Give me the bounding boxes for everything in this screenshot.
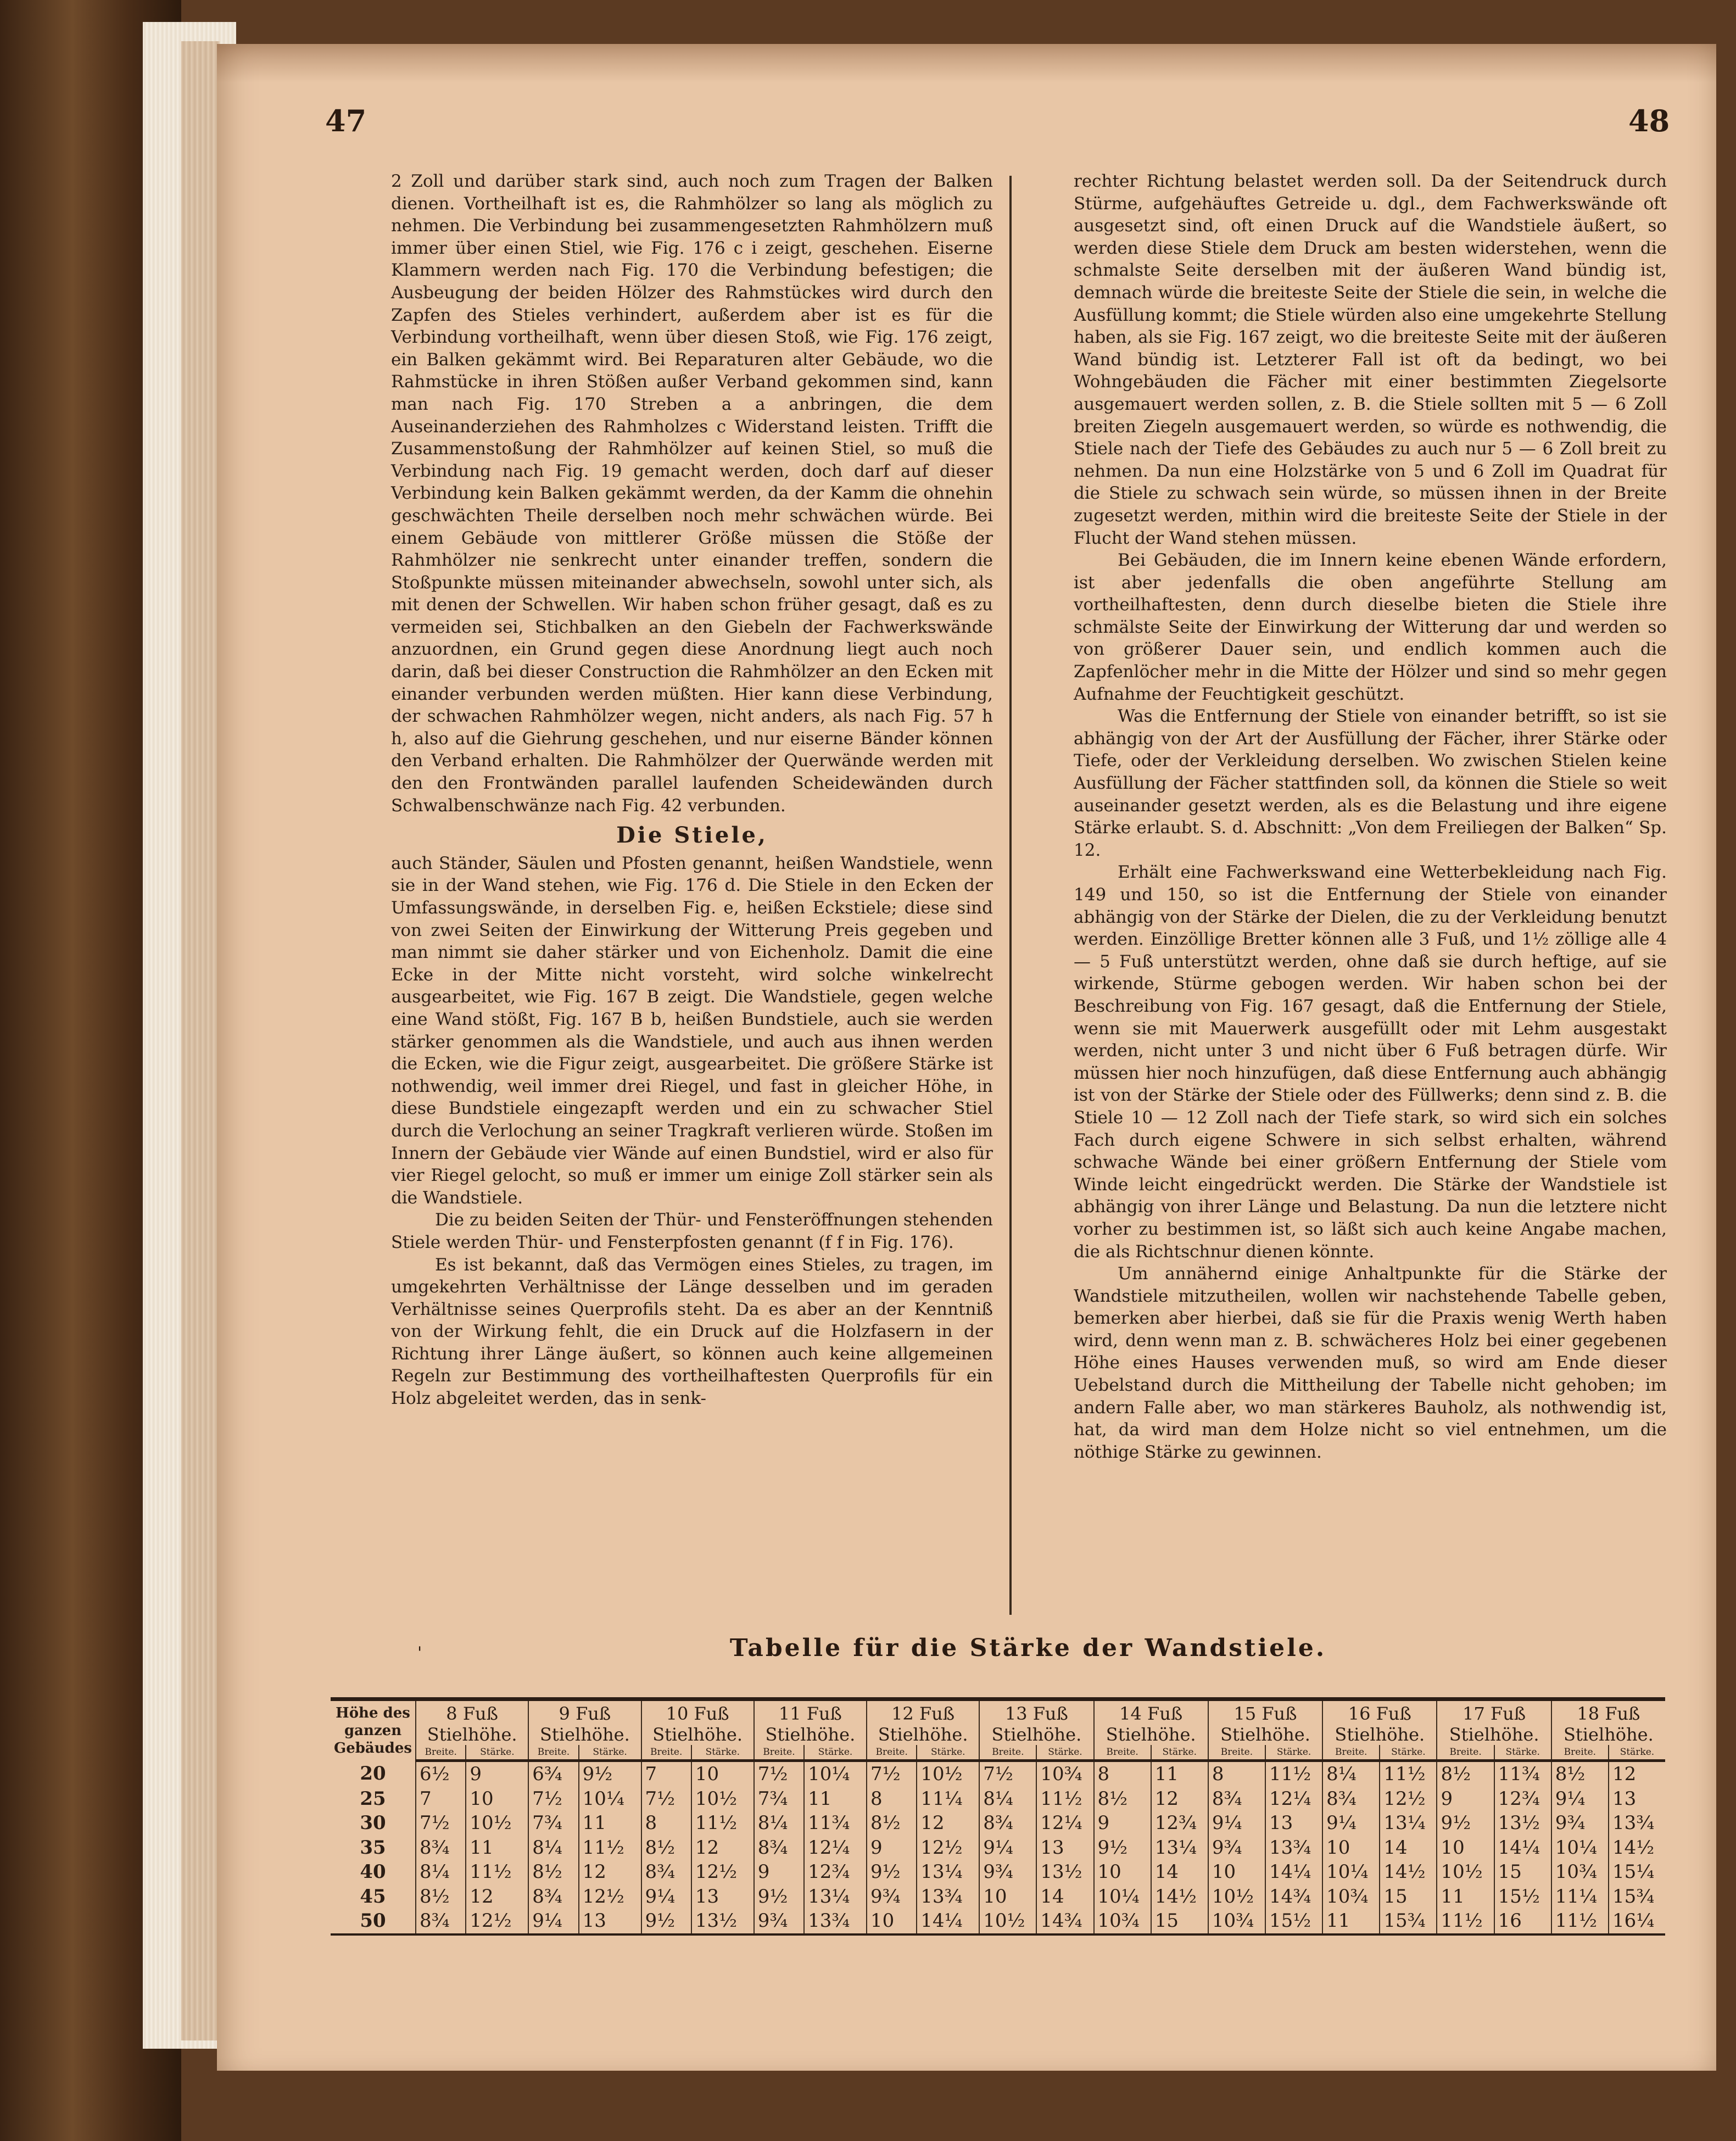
staerke-cell: 11½	[579, 1836, 641, 1860]
staerke-cell: 13¾	[1609, 1811, 1665, 1836]
staerke-cell: 12½	[1380, 1787, 1437, 1811]
staerke-cell: 12	[579, 1860, 641, 1884]
staerke-cell: 13¼	[804, 1884, 867, 1909]
staerke-cell: 13	[691, 1884, 754, 1909]
staerke-cell: 16	[1494, 1909, 1551, 1934]
staerke-cell: 12¼	[1036, 1811, 1093, 1836]
staerke-cell: 11¾	[1494, 1761, 1551, 1787]
breite-cell: 11½	[1551, 1909, 1609, 1934]
column-label: Stielhöhe.	[1220, 1724, 1310, 1745]
column-fuss: 13 Fuß	[1004, 1703, 1068, 1724]
column-label: Stielhöhe.	[540, 1724, 630, 1745]
column-fuss: 16 Fuß	[1348, 1703, 1411, 1724]
staerke-cell: 13¼	[917, 1860, 979, 1884]
row-height-value: 50	[331, 1909, 416, 1934]
staerke-cell: 14½	[1380, 1860, 1437, 1884]
staerke-cell: 15¼	[1609, 1860, 1665, 1884]
breite-cell: 8¼	[1322, 1761, 1380, 1787]
sub-header-breite: Breite.	[1094, 1745, 1151, 1761]
staerke-cell: 15	[1380, 1884, 1437, 1909]
breite-cell: 10	[1437, 1836, 1494, 1860]
sub-header-staerke: Stärke.	[466, 1745, 528, 1761]
breite-cell: 9¼	[1208, 1811, 1265, 1836]
breite-cell: 8¾	[979, 1811, 1036, 1836]
sub-header-breite: Breite.	[754, 1745, 804, 1761]
breite-cell: 9¾	[867, 1884, 917, 1909]
column-header	[1551, 1699, 1665, 1746]
breite-cell: 8½	[528, 1860, 578, 1884]
column-header	[641, 1699, 754, 1746]
breite-cell: 10	[979, 1884, 1036, 1909]
breite-cell: 10	[1094, 1860, 1151, 1884]
staerke-cell: 13	[579, 1909, 641, 1934]
breite-cell: 7½	[979, 1761, 1036, 1787]
breite-cell: 8¾	[416, 1836, 466, 1860]
staerke-cell: 11½	[1380, 1761, 1437, 1787]
staerke-cell: 10½	[466, 1811, 528, 1836]
paragraph: auch Ständer, Säulen und Pfosten genannt, heißen Wandstiele, wenn sie in der Wand stehen, wie Fig. 176 d. Die Stiele in den Ecken der Umfassungswände, in derselben Fig. e, heißen Eckstiele; diese sind von zwei Seiten der Einwirkung der Witterung Preis gegeben und man nimmt sie daher stärker und von Eichenholz. Damit die eine Ecke in der Mitte nicht vorsteht, wird solche winkelrecht ausgearbeitet, wie Fig. 167 B zeigt. Die Wandstiele, gegen welche eine Wand stößt, Fig. 167 B b, heißen Bundstiele, auch sie werden stärker genommen als die Wandstiele, und auch aus ihnen werden die Ecken, wie die Figur zeigt, ausgearbeitet. Die größere Stärke ist nothwendig, weil immer drei Riegel, und fast in gleicher Höhe, in diese Bundstiele eingezapft werden und ein zu schwacher Stiel durch die Verlochung an seiner Tragkraft verlieren würde. Stoßen im Innern der Gebäude vier Wände auf einen Bundstiel, wird er also für vier Riegel gelocht, so muß er immer um einige Zoll stärker sein als die Wandstiele.	[391, 853, 993, 1208]
staerke-cell: 15¾	[1609, 1884, 1665, 1909]
column-divider	[1009, 176, 1012, 1615]
breite-cell: 7¾	[528, 1811, 578, 1836]
column-label: Stielhöhe.	[652, 1724, 743, 1745]
column-label: Stielhöhe.	[878, 1724, 968, 1745]
column-label: Stielhöhe.	[1449, 1724, 1539, 1745]
staerke-cell: 13¾	[804, 1909, 867, 1934]
section-heading: Die Stiele,	[616, 822, 768, 849]
sub-header-staerke: Stärke.	[1036, 1745, 1093, 1761]
row-header-line: Gebäudes	[334, 1740, 412, 1757]
staerke-cell: 12¼	[804, 1836, 867, 1860]
breite-cell: 9	[1437, 1787, 1494, 1811]
table-row	[331, 1761, 1665, 1787]
staerke-cell: 14¾	[1265, 1884, 1322, 1909]
row-height-value: 25	[360, 1787, 386, 1810]
staerke-cell: 12½	[579, 1884, 641, 1909]
breite-cell: 8½	[1551, 1761, 1609, 1787]
column-fuss: 18 Fuß	[1577, 1703, 1640, 1724]
stiele-table	[331, 1697, 1665, 1936]
breite-cell: 9¾	[1208, 1836, 1265, 1860]
table-row	[331, 1884, 1665, 1909]
breite-cell: 8¾	[528, 1884, 578, 1909]
staerke-cell: 14	[1151, 1860, 1208, 1884]
row-height-value: 40	[360, 1861, 386, 1883]
staerke-cell: 10¾	[1036, 1761, 1093, 1787]
staerke-cell: 13	[1609, 1787, 1665, 1811]
staerke-cell: 14½	[1609, 1836, 1665, 1860]
sub-header-staerke: Stärke.	[804, 1745, 867, 1761]
sub-header-breite: Breite.	[641, 1745, 691, 1761]
column-label: Stielhöhe.	[1106, 1724, 1196, 1745]
page-number-right: 48	[1628, 103, 1670, 138]
breite-cell: 8	[1094, 1761, 1151, 1787]
staerke-cell: 13½	[1036, 1860, 1093, 1884]
column-fuss: 11 Fuß	[778, 1703, 842, 1724]
staerke-cell: 11	[579, 1811, 641, 1836]
staerke-cell: 13¾	[1265, 1836, 1322, 1860]
staerke-cell: 15¾	[1380, 1909, 1437, 1934]
breite-cell: 9½	[1437, 1811, 1494, 1836]
staerke-cell: 14¼	[917, 1909, 979, 1934]
breite-cell: 11¼	[1551, 1884, 1609, 1909]
staerke-cell: 11	[1151, 1761, 1208, 1787]
staerke-cell: 12½	[691, 1860, 754, 1884]
column-fuss: 12 Fuß	[891, 1703, 955, 1724]
staerke-cell: 13¼	[1151, 1836, 1208, 1860]
breite-cell: 8¼	[979, 1787, 1036, 1811]
sub-header-staerke: Stärke.	[1494, 1745, 1551, 1761]
column-fuss: 9 Fuß	[559, 1703, 611, 1724]
breite-cell: 9¾	[1551, 1811, 1609, 1836]
breite-cell: 10	[1322, 1836, 1380, 1860]
staerke-cell: 11½	[1036, 1787, 1093, 1811]
breite-cell: 8¾	[641, 1860, 691, 1884]
breite-cell: 10½	[1437, 1860, 1494, 1884]
breite-cell: 8	[867, 1787, 917, 1811]
staerke-cell: 10	[691, 1761, 754, 1787]
staerke-cell: 12½	[917, 1836, 979, 1860]
sub-header-staerke: Stärke.	[1609, 1745, 1665, 1761]
breite-cell: 11	[1437, 1884, 1494, 1909]
column-fuss: 10 Fuß	[666, 1703, 729, 1724]
breite-cell: 10½	[979, 1909, 1036, 1934]
row-height-value: 35	[360, 1836, 386, 1859]
breite-cell: 9½	[641, 1909, 691, 1934]
table-row	[331, 1787, 1665, 1811]
sub-header-staerke: Stärke.	[1265, 1745, 1322, 1761]
table-row	[331, 1836, 1665, 1860]
breite-cell: 8½	[867, 1811, 917, 1836]
breite-cell: 8¼	[528, 1836, 578, 1860]
column-header	[1437, 1699, 1551, 1746]
breite-cell: 7	[641, 1761, 691, 1787]
staerke-cell: 14½	[1151, 1884, 1208, 1909]
breite-cell: 9½	[1094, 1836, 1151, 1860]
sub-header-breite: Breite.	[1208, 1745, 1265, 1761]
staerke-cell: 12	[1609, 1761, 1665, 1787]
column-label: Stielhöhe.	[427, 1724, 517, 1745]
breite-cell: 9	[754, 1860, 804, 1884]
column-header	[528, 1699, 641, 1746]
breite-cell: 7½	[867, 1761, 917, 1787]
breite-cell: 11	[1322, 1909, 1380, 1934]
breite-cell: 8¾	[1322, 1787, 1380, 1811]
staerke-cell: 15	[1151, 1909, 1208, 1934]
table-title: Tabelle für die Stärke der Wandstiele.	[729, 1634, 1327, 1662]
breite-cell: 8¾	[754, 1836, 804, 1860]
staerke-cell: 12	[917, 1811, 979, 1836]
row-height-value: 45	[360, 1885, 386, 1908]
row-header-line: ganzen	[344, 1722, 402, 1739]
breite-cell: 6½	[416, 1761, 466, 1787]
staerke-cell: 11	[804, 1787, 867, 1811]
column-header	[1322, 1699, 1437, 1746]
breite-cell: 10½	[1208, 1884, 1265, 1909]
column-label: Stielhöhe.	[1335, 1724, 1425, 1745]
staerke-cell: 10½	[917, 1761, 979, 1787]
staerke-cell: 12¾	[804, 1860, 867, 1884]
breite-cell: 7½	[528, 1787, 578, 1811]
breite-cell: 9¾	[754, 1909, 804, 1934]
staerke-cell: 15½	[1265, 1909, 1322, 1934]
paragraph: rechter Richtung belastet werden soll. Da der Seitendruck durch Stürme, aufgehäuftes Getreide u. dgl., dem Fachwerkswände oft ausgesetzt sind, oft einen Druck auf die Wandstiele äußert, so werden diese Stiele dem Druck am besten widerstehen, wenn die schmalste Seite derselben mit der äußeren Wand bündig ist, demnach würde die breiteste Seite der Stiele die sein, in welche die Ausfüllung kommt; die Stiele würden also eine umgekehrte Stellung haben, als sie Fig. 167 zeigt, wo die breiteste Seite mit der äußeren Wand bündig ist. Letzterer Fall ist oft da bedingt, wo bei Wohngebäuden die Fächer mit einer bestimmten Ziegelsorte ausgemauert werden sollen, z. B. die Stiele sollten mit 5 — 6 Zoll breiten Ziegeln ausgemauert werden, so würde es nothwendig, die Stiele nach der Tiefe des Gebäudes zu auch nur 5 — 6 Zoll breit zu nehmen. Da nun eine Holzstärke von 5 und 6 Zoll im Quadrat für die Stiele zu schwach sein würde, so müssen ihnen in der Breite zugesetzt werden, mithin wird die breiteste Seite der Stiele in der Flucht der Wand stehen müssen.	[1074, 171, 1667, 548]
paragraph: Erhält eine Fachwerkswand eine Wetterbekleidung nach Fig. 149 und 150, so ist die Entfernung der Stiele von einander abhängig von der Stärke der Dielen, die zu der Verkleidung benutzt werden. Einzöllige Bretter können alle 3 Fuß, und 1½ zöllige alle 4 — 5 Fuß unterstützt werden, ohne daß sie durch heftige, auf sie wirkende, Stürme gebogen werden. Wir haben schon bei der Beschreibung von Fig. 167 gesagt, daß die Entfernung der Stiele, wenn sie mit Mauerwerk ausgefüllt oder mit Lehm ausgestakt werden, nicht unter 3 und nicht über 6 Fuß betragen dürfe. Wir müssen hier noch hinzufügen, daß diese Entfernung auch abhängig ist von der Stärke der Stiele oder des Füllwerks; denn sind z. B. die Stiele 10 — 12 Zoll nach der Tiefe stark, so wird sich ein solches Fach durch eigene Schwere in sich selbst erhalten, während schwache Wände bei einer größern Entfernung der Stiele vom Winde leicht eingedrückt werden. Die Stärke der Wandstiele ist abhängig von ihrer Länge und Belastung. Da nun die letztere nicht vorher zu bestimmen ist, so läßt sich auch keine Angabe machen, die als Richtschnur dienen könnte.	[1074, 862, 1667, 1262]
column-label: Stielhöhe.	[991, 1724, 1082, 1745]
staerke-cell: 12¼	[1265, 1787, 1322, 1811]
staerke-cell: 13	[1036, 1836, 1093, 1860]
staerke-cell: 13	[1265, 1811, 1322, 1836]
breite-cell: 8½	[641, 1836, 691, 1860]
column-fuss: 14 Fuß	[1119, 1703, 1183, 1724]
sub-header-breite: Breite.	[1322, 1745, 1380, 1761]
page-top-shade	[217, 44, 1716, 82]
breite-cell: 10¾	[1208, 1909, 1265, 1934]
sub-header-staerke: Stärke.	[691, 1745, 754, 1761]
breite-cell: 9¼	[641, 1884, 691, 1909]
table-row	[331, 1909, 1665, 1934]
row-header	[331, 1699, 416, 1761]
staerke-cell: 14¾	[1036, 1909, 1093, 1934]
breite-cell: 9¼	[1551, 1787, 1609, 1811]
paragraph: Um annähernd einige Anhaltpunkte für die Stärke der Wandstiele mitzutheilen, wollen wir nachstehende Tabelle geben, bemerken aber hierbei, daß sie für die Praxis wenig Werth haben wird, denn wenn man z. B. schwächeres Holz bei einer gegebenen Höhe eines Hauses verwenden muß, so wird am Ende dieser Uebelstand durch die Mittheilung der Tabelle nicht gehoben; im andern Falle aber, wo man stärkeres Bauholz, als nothwendig ist, hat, da wird man dem Holze nicht so viel entnehmen, um die nöthige Stärke zu gewinnen.	[1074, 1264, 1667, 1462]
breite-cell: 8½	[1437, 1761, 1494, 1787]
paragraph: Was die Entfernung der Stiele von einander betrifft, so ist sie abhängig von der Art der Ausfüllung der Fächer, ihrer Stärke oder Tiefe, oder der Verkleidung derselben. Wo zwischen Stielen keine Ausfüllung der Fächer stattfinden soll, da können die Stiele so weit auseinander gesetzt werden, als es die Belastung und ihre eigene Stärke erlaubt. S. d. Abschnitt: „Von dem Freiliegen der Balken“ Sp. 12.	[1074, 706, 1667, 860]
breite-cell: 10	[867, 1909, 917, 1934]
staerke-cell: 13¾	[917, 1884, 979, 1909]
breite-cell: 9¾	[979, 1860, 1036, 1884]
staerke-cell: 12	[1151, 1787, 1208, 1811]
column-header	[867, 1699, 979, 1746]
staerke-cell: 13¼	[1380, 1811, 1437, 1836]
paragraph: 2 Zoll und darüber stark sind, auch noch zum Tragen der Balken dienen. Vortheilhaft ist es, die Rahmhölzer so lang als möglich zu nehmen. Die Verbindung bei zusammengesetzten Rahmhölzern muß immer über einen Stiel, wie Fig. 176 c i zeigt, geschehen. Eiserne Klammern werden nach Fig. 170 die Verbindung befestigen; die Ausbeugung der beiden Hölzer des Rahmstückes wird durch den Zapfen des Stieles verhindert, außerdem aber ist es für die Verbindung vortheilhaft, wenn über diesen Stoß, wie Fig. 176 zeigt, ein Balken gekämmt wird. Bei Reparaturen alter Gebäude, wo die Rahmstücke in ihren Stößen außer Verband gekommen sind, kann man nach Fig. 170 Streben a a anbringen, die dem Auseinanderziehen des Rahmholzes c Widerstand leisten. Trifft die Zusammenstoßung der Rahmhölzer auf keinen Stiel, so muß die Verbindung nach Fig. 19 gemacht werden, doch darf auf dieser Verbindung kein Balken gekämmt werden, da der Kamm die ohnehin geschwächten Theile derselben noch mehr schwächen würde. Bei einem Gebäude von mittlerer Größe müssen die Stöße der Rahmhölzer nie senkrecht unter einander treffen, sondern die Stoßpunkte müssen miteinander abwechseln, sowohl unter sich, als mit denen der Schwellen. Wir haben schon früher gesagt, daß es zu vermeiden sei, Stichbalken an den Giebeln der Fachwerkswände anzuordnen, ein Grund gegen diese Anordnung liegt auch noch darin, daß bei dieser Construction die Rahmhölzer an den Ecken mit einander verbunden werden müßten. Hier kann diese Verbindung, der schwachen Rahmhölzer wegen, nicht anders, als nach Fig. 57 h h, also auf die Giehrung geschehen, und nur eiserne Bänder können den Verband erhalten. Die Rahmhölzer der Querwände werden mit den den Frontwänden parallel laufenden Scheidewänden durch Schwalbenschwänze nach Fig. 42 verbunden.	[391, 171, 993, 816]
staerke-cell: 13½	[1494, 1811, 1551, 1836]
sub-header-breite: Breite.	[1437, 1745, 1494, 1761]
row-height-value: 20	[360, 1762, 386, 1785]
sub-header-staerke: Stärke.	[579, 1745, 641, 1761]
breite-cell: 7¾	[754, 1787, 804, 1811]
staerke-cell: 11½	[466, 1860, 528, 1884]
row-height-value: 30	[360, 1812, 386, 1834]
column-fuss: 17 Fuß	[1463, 1703, 1526, 1724]
staerke-cell: 14	[1380, 1836, 1437, 1860]
staerke-cell: 10¼	[579, 1787, 641, 1811]
staerke-cell: 11¼	[917, 1787, 979, 1811]
staerke-cell: 9	[466, 1761, 528, 1787]
staerke-cell: 12½	[466, 1909, 528, 1934]
row-header-line: Höhe des	[336, 1705, 410, 1722]
paragraph: Bei Gebäuden, die im Innern keine ebenen Wände erfordern, ist aber jedenfalls die oben angeführte Stellung am vortheilhaftesten, denn durch dieselbe bieten die Stiele ihre schmälste Seite der Einwirkung der Witterung dar und werden so von größerer Dauer sein, und endlich kommen auch die Zapfenlöcher mehr in die Mitte der Hölzer und sind so mehr gegen Aufnahme der Feuchtigkeit geschützt.	[1074, 550, 1667, 704]
breite-cell: 10¾	[1322, 1884, 1380, 1909]
breite-cell: 8¼	[416, 1860, 466, 1884]
table-margin-mark: '	[417, 1643, 422, 1663]
staerke-cell: 14¼	[1494, 1836, 1551, 1860]
breite-cell: 9¼	[1322, 1811, 1380, 1836]
breite-cell: 9¼	[528, 1909, 578, 1934]
breite-cell: 7½	[416, 1811, 466, 1836]
sub-header-breite: Breite.	[416, 1745, 466, 1761]
page-number-left: 47	[325, 103, 367, 138]
column-header	[754, 1699, 867, 1746]
breite-cell: 11½	[1437, 1909, 1494, 1934]
paragraph: Es ist bekannt, daß das Vermögen eines Stieles, zu tragen, im umgekehrten Verhältnisse der Länge desselben und im geraden Verhältnisse seines Querprofils steht. Da es aber an der Kenntniß von der Wirkung fehlt, die ein Druck auf die Holzfasern in der Richtung ihrer Länge äußert, so können auch keine allgemeinen Regeln zur Bestimmung des vortheilhaftesten Querprofils für ein Holz abgeleitet werden, das in senk-	[391, 1255, 993, 1409]
breite-cell: 9½	[867, 1860, 917, 1884]
breite-cell: 8½	[416, 1884, 466, 1909]
sub-header-staerke: Stärke.	[1151, 1745, 1208, 1761]
table-row	[331, 1860, 1665, 1884]
breite-cell: 8	[1208, 1761, 1265, 1787]
breite-cell: 10¼	[1322, 1860, 1380, 1884]
staerke-cell: 12	[466, 1884, 528, 1909]
breite-cell: 7½	[754, 1761, 804, 1787]
staerke-cell: 16¼	[1609, 1909, 1665, 1934]
column-label: Stielhöhe.	[765, 1724, 856, 1745]
breite-cell: 10¼	[1551, 1836, 1609, 1860]
sub-header-breite: Breite.	[528, 1745, 578, 1761]
breite-cell: 6¾	[528, 1761, 578, 1787]
staerke-cell: 14	[1036, 1884, 1093, 1909]
staerke-cell: 11½	[691, 1811, 754, 1836]
breite-cell: 10¾	[1094, 1909, 1151, 1934]
breite-cell: 9	[867, 1836, 917, 1860]
staerke-cell: 12¾	[1494, 1787, 1551, 1811]
breite-cell: 10¾	[1551, 1860, 1609, 1884]
staerke-cell: 15	[1494, 1860, 1551, 1884]
column-header	[1094, 1699, 1208, 1746]
staerke-cell: 10¼	[804, 1761, 867, 1787]
breite-cell: 8¼	[754, 1811, 804, 1836]
staerke-cell: 12	[691, 1836, 754, 1860]
breite-cell: 9¼	[979, 1836, 1036, 1860]
staerke-cell: 12¾	[1151, 1811, 1208, 1836]
staerke-cell: 11¾	[804, 1811, 867, 1836]
breite-cell: 8¾	[416, 1909, 466, 1934]
breite-cell: 9½	[754, 1884, 804, 1909]
column-fuss: 8 Fuß	[446, 1703, 499, 1724]
breite-cell: 8	[641, 1811, 691, 1836]
staerke-cell: 11	[466, 1836, 528, 1860]
sub-header-breite: Breite.	[867, 1745, 917, 1761]
breite-cell: 8¾	[1208, 1787, 1265, 1811]
staerke-cell: 11½	[1265, 1761, 1322, 1787]
breite-cell: 7	[416, 1787, 466, 1811]
paragraph: Die zu beiden Seiten der Thür- und Fensteröffnungen stehenden Stiele werden Thür- und Fensterpfosten genannt (f f in Fig. 176).	[391, 1210, 993, 1252]
sub-header-staerke: Stärke.	[917, 1745, 979, 1761]
staerke-cell: 15½	[1494, 1884, 1551, 1909]
page-edge-shadow	[181, 41, 220, 2040]
breite-cell: 9	[1094, 1811, 1151, 1836]
column-header	[416, 1699, 528, 1746]
staerke-cell: 9½	[579, 1761, 641, 1787]
column-label: Stielhöhe.	[1564, 1724, 1654, 1745]
breite-cell: 7½	[641, 1787, 691, 1811]
column-fuss: 15 Fuß	[1233, 1703, 1297, 1724]
left-text-column	[391, 170, 993, 1410]
staerke-cell: 13½	[691, 1909, 754, 1934]
right-text-column	[1074, 170, 1667, 1463]
sub-header-staerke: Stärke.	[1380, 1745, 1437, 1761]
staerke-cell: 14¼	[1265, 1860, 1322, 1884]
sub-header-breite: Breite.	[979, 1745, 1036, 1761]
column-header	[979, 1699, 1093, 1746]
breite-cell: 10	[1208, 1860, 1265, 1884]
breite-cell: 10¼	[1094, 1884, 1151, 1909]
staerke-cell: 10½	[691, 1787, 754, 1811]
sub-header-breite: Breite.	[1551, 1745, 1609, 1761]
staerke-cell: 10	[466, 1787, 528, 1811]
breite-cell: 8½	[1094, 1787, 1151, 1811]
table-row	[331, 1811, 1665, 1836]
column-header	[1208, 1699, 1322, 1746]
